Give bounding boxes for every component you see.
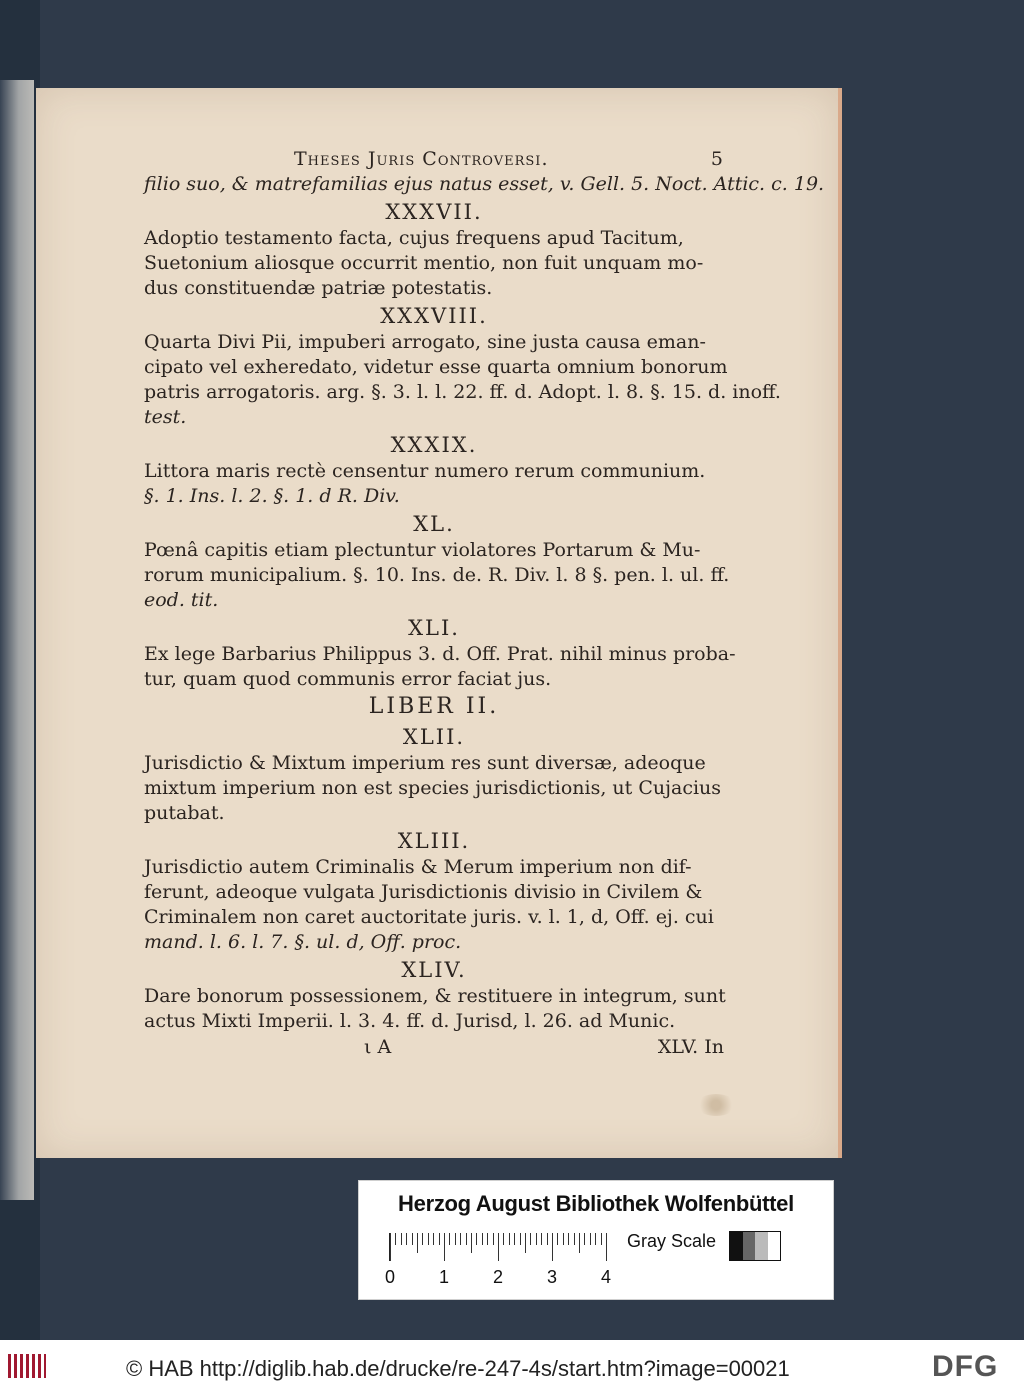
text-line: rorum municipalium. §. 10. Ins. de. R. Div. l. 8 §. pen. l. ul. ff. <box>144 564 730 586</box>
text-line: Suetonium aliosque occurrit mentio, non fuit unquam mo- <box>144 252 704 274</box>
section-heading: XXXVIII. <box>380 304 488 328</box>
ruler-number: 0 <box>385 1267 396 1287</box>
page-footer <box>144 1036 724 1058</box>
ruler-tick <box>395 1233 396 1245</box>
text-line: actus Mixti Imperii. l. 3. 4. ff. d. Jurisd, l. 26. ad Munic. <box>144 1010 676 1032</box>
section-heading: XLIII. <box>397 829 471 853</box>
ruler-tick <box>509 1233 510 1245</box>
ruler-tick <box>390 1233 391 1261</box>
section-heading: XXXVII. <box>385 200 483 224</box>
text-line: tur, quam quod communis error faciat jus. <box>144 668 552 690</box>
text-line: Pœnâ capitis etiam plectuntur violatores Portarum & Mu- <box>144 539 701 561</box>
ornament-icon <box>696 1094 736 1116</box>
text-line: eod. tit. <box>144 589 219 611</box>
source-url[interactable]: © HAB http://diglib.hab.de/drucke/re-247-4s/start.htm?image=00021 <box>126 1356 790 1381</box>
signature-mark: ι A <box>364 1036 392 1058</box>
text-line: ferunt, adeoque vulgata Jurisdictionis divisio in Civilem & <box>144 881 703 903</box>
ruler-tick <box>552 1233 553 1261</box>
book-heading: LIBER II. <box>368 694 500 719</box>
text-line: cipato vel exheredato, videtur esse quarta omnium bonorum <box>144 356 728 378</box>
ruler-tick <box>439 1233 440 1245</box>
ruler-tick <box>595 1233 596 1245</box>
section-xxxix <box>144 432 724 509</box>
ruler-tick <box>460 1233 461 1245</box>
section-heading: XLII. <box>402 725 466 749</box>
section-xlii <box>144 724 724 826</box>
ruler-tick <box>498 1233 499 1261</box>
ruler-tick <box>401 1233 402 1245</box>
ruler-number: 2 <box>493 1267 504 1287</box>
ruler-tick <box>574 1233 575 1245</box>
section-xxxvii <box>144 199 724 301</box>
ruler-tick <box>449 1233 450 1245</box>
ruler-scale <box>389 1233 620 1261</box>
ruler-tick <box>433 1233 434 1245</box>
section-xxxviii <box>144 303 781 430</box>
ruler-tick <box>455 1233 456 1245</box>
section-heading: XLIV. <box>401 958 467 982</box>
text-line: mixtum imperium non est species jurisdictionis, ut Cujacius <box>144 777 722 799</box>
book-page-edge <box>0 80 34 1200</box>
section-heading: XXXIX. <box>390 433 478 457</box>
text-line: Dare bonorum possessionem, & restituere in integrum, sunt <box>144 985 726 1007</box>
text-line: patris arrogatoris. arg. §. 3. l. l. 22. ff. d. Adopt. l. 8. §. 15. d. inoff. <box>144 381 781 403</box>
text-line: putabat. <box>144 802 225 824</box>
running-head-title: Theses Juris Controversi. <box>294 148 549 170</box>
ruler-tick <box>525 1233 526 1253</box>
text-line: Adoptio testamento facta, cujus frequens apud Tacitum, <box>144 227 684 249</box>
ruler-tick <box>476 1233 477 1245</box>
ruler-tick <box>536 1233 537 1245</box>
section-xliii <box>144 828 724 955</box>
section-heading: XLI. <box>408 616 460 640</box>
ruler-tick <box>428 1233 429 1245</box>
ruler-tick <box>471 1233 472 1253</box>
ruler-tick <box>579 1233 580 1253</box>
section-xliv <box>144 957 724 1034</box>
page-text <box>144 148 825 1058</box>
ruler-tick <box>568 1233 569 1245</box>
library-scale-card <box>358 1180 834 1300</box>
ruler-tick <box>606 1233 607 1261</box>
ruler-tick <box>406 1233 407 1245</box>
ruler-tick <box>422 1233 423 1245</box>
ruler-tick <box>482 1233 483 1245</box>
text-line: Quarta Divi Pii, impuberi arrogato, sine justa causa eman- <box>144 331 706 353</box>
text-line: dus constituendæ patriæ potestatis. <box>144 277 493 299</box>
ruler-tick <box>557 1233 558 1245</box>
book-page <box>36 88 842 1158</box>
ruler-tick <box>412 1233 413 1245</box>
ruler-tick <box>541 1233 542 1245</box>
ruler-tick <box>417 1233 418 1253</box>
text-line: Littora maris rectè censentur numero rerum communium. <box>144 460 706 482</box>
ruler-tick <box>601 1233 602 1245</box>
gray-scale-swatch <box>729 1231 781 1261</box>
ruler-tick <box>563 1233 564 1245</box>
dfg-logo: DFG <box>932 1350 999 1383</box>
ruler-tick <box>466 1233 467 1245</box>
gray-scale-label: Gray Scale <box>627 1231 717 1251</box>
section-xli <box>144 615 736 692</box>
text-line: Criminalem non caret auctoritate juris. v. l. 1, d, Off. ej. cui <box>144 906 714 928</box>
text-line: test. <box>144 406 187 428</box>
text-line: Jurisdictio autem Criminalis & Merum imperium non dif- <box>144 856 692 878</box>
ruler-tick <box>530 1233 531 1245</box>
ruler-tick <box>547 1233 548 1245</box>
text-line: §. 1. Ins. l. 2. §. 1. d R. Div. <box>144 485 400 507</box>
text-line: Jurisdictio & Mixtum imperium res sunt diversæ, adeoque <box>144 752 706 774</box>
ruler-tick <box>584 1233 585 1245</box>
ruler-number: 3 <box>547 1267 558 1287</box>
running-head <box>294 148 724 170</box>
ruler-tick <box>514 1233 515 1245</box>
ruler-tick <box>487 1233 488 1245</box>
ruler-tick <box>444 1233 445 1261</box>
text-line: mand. l. 6. l. 7. §. ul. d, Off. proc. <box>144 931 462 953</box>
intro-line: filio suo, & matrefamilias ejus natus esset, v. Gell. 5. Noct. Attic. c. 19. <box>144 173 825 195</box>
ruler-tick <box>503 1233 504 1245</box>
page-number: 5 <box>710 148 724 170</box>
ruler-tick <box>493 1233 494 1245</box>
library-name: Herzog August Bibliothek Wolfenbüttel <box>398 1191 794 1216</box>
ruler-tick <box>590 1233 591 1245</box>
section-heading: XL. <box>413 512 455 536</box>
ruler-number: 4 <box>601 1267 612 1287</box>
text-line: Ex lege Barbarius Philippus 3. d. Off. Prat. nihil minus proba- <box>144 643 736 665</box>
ruler-tick <box>520 1233 521 1245</box>
catchword: XLV. In <box>657 1036 724 1058</box>
hab-logo-icon <box>8 1354 46 1378</box>
ruler-number: 1 <box>439 1267 450 1287</box>
section-xl <box>144 511 730 613</box>
